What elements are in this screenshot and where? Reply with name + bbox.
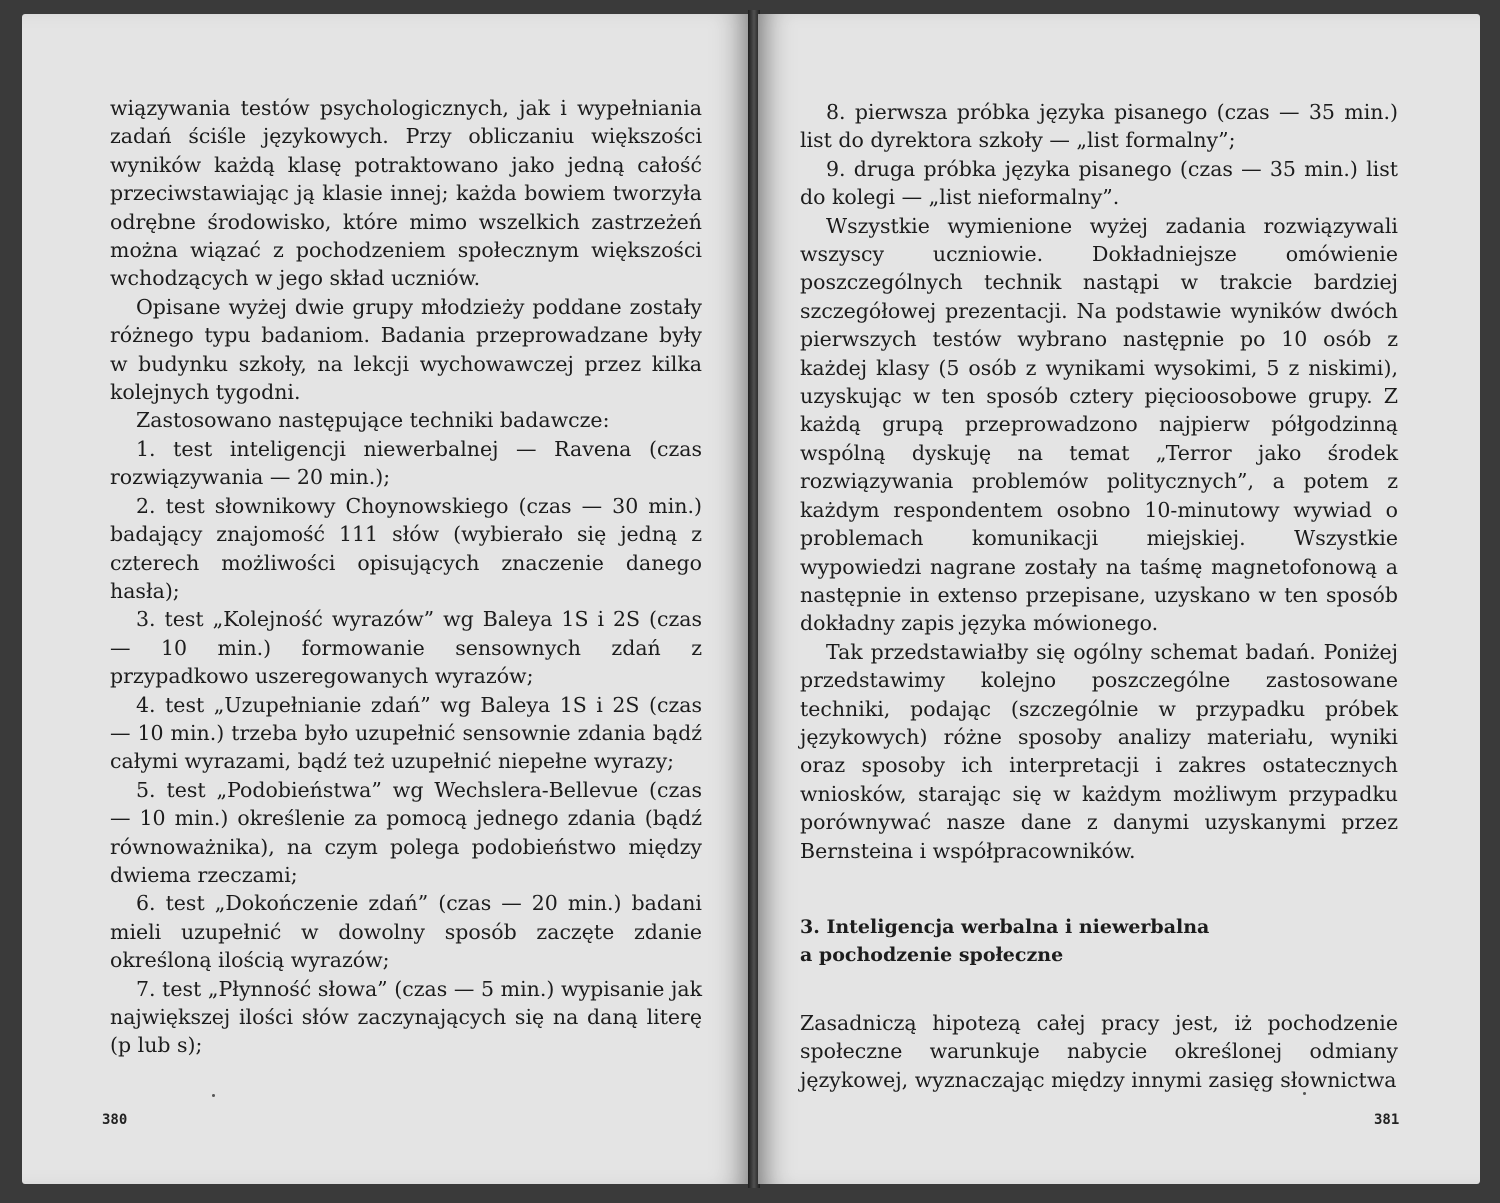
section-heading-line: a pochodzenie społeczne: [800, 943, 1064, 966]
page-number: 380: [102, 1112, 128, 1128]
paragraph: Zasadniczą hipotezą całej pracy jest, iż pochodzenie społeczne warunkuje nabycie określonej odmiany językowej, wyznaczając między innymi zasięg słownictwa: [800, 1010, 1398, 1092]
speck: [1303, 1092, 1306, 1095]
paragraph: wiązywania testów psychologicznych, jak i wypełniania zadań ściśle językowych. Przy obliczaniu większości wyników każdą klasę potraktowano jako jedną całość przeciwstawiając ją klasie innej; każda bowiem tworzyła odrębne środowisko, które mimo wszelkich zastrzeżeń można wiązać z pochodzeniem społecznym większości wchodzących w jego skład uczniów.: [110, 96, 702, 291]
list-item: 9. druga próbka języka pisanego (czas — 35 min.) list do kolegi — „list nieformalny”.: [800, 156, 1398, 210]
page-number: 381: [1374, 1112, 1400, 1128]
list-item: 6. test „Dokończenie zdań” (czas — 20 min.) badani mieli uzupełnić w dowolny sposób zaczęte zdanie określoną ilością wyrazów;: [110, 891, 702, 973]
list-item: 8. pierwsza próbka języka pisanego (czas — 35 min.) list do dyrektora szkoły — „list formalny”;: [800, 100, 1398, 153]
section-heading: [800, 913, 1398, 969]
right-page-text: [800, 98, 1398, 1094]
paragraph: Opisane wyżej dwie grupy młodzieży poddane zostały różnego typu badaniom. Badania przeprowadzane były w budynku szkoły, na lekcji wychowawczej przez kilka kolejnych tygodni.: [110, 294, 702, 405]
list-item: 1. test inteligencji niewerbalnej — Ravena (czas rozwiązywania — 20 min.);: [110, 436, 702, 490]
list-item: 7. test „Płynność słowa” (czas — 5 min.) wypisanie jak największej ilości słów zaczynających się na daną literę (p lub s);: [110, 976, 702, 1058]
list-item: 5. test „Podobieństwa” wg Wechslera-Bellevue (czas — 10 min.) określenie za pomocą jednego zdania (bądź równoważnika), na czym polega podobieństwo między dwiema rzeczami;: [110, 777, 702, 887]
list-item: 4. test „Uzupełnianie zdań” wg Baleya 1S i 2S (czas — 10 min.) trzeba było uzupełnić sensownie zdania bądź całymi wyrazami, bądź też uzupełnić niepełne wyrazy;: [110, 692, 702, 774]
right-page: [758, 14, 1480, 1184]
paragraph: Tak przedstawiałby się ogólny schemat badań. Poniżej przedstawimy kolejno poszczególne zastosowane techniki, podając (szczególnie w przypadku próbek językowych) różne sposoby analizy materiału, wyniki oraz sposoby ich interpretacji i zakres ostatecznych wniosków, starając się w każdym możliwym przypadku porównywać nasze dane z danymi uzyskanymi przez Bernsteina i współpracowników.: [800, 639, 1398, 863]
paragraph: Wszystkie wymienione wyżej zadania rozwiązywali wszyscy uczniowie. Dokładniejsze omówienie poszczególnych technik nastąpi w trakcie bardziej szczegółowej prezentacji. Na podstawie wyników dwóch pierwszych testów wybrano następnie po 10 osób z każdej klasy (5 osób z wynikami wysokimi, 5 z niskimi), uzyskując w ten sposób cztery pięcioosobowe grupy. Z każdą grupą przeprowadzono najpierw półgodzinną wspólną dyskuję na temat „Terror jako środek rozwiązywania problemów politycznych”, a potem z każdym respondentem osobno 10-minutowy wywiad o problemach komunikacji miejskiej. Wszystkie wypowiedzi nagrane zostały na taśmę magnetofonową a następnie in extenso przepisane, uzyskano w ten sposób dokładny zapis języka mówionego.: [800, 213, 1398, 636]
list-item: 2. test słownikowy Choynowskiego (czas — 30 min.) badający znajomość 111 słów (wybierało się jedną z czterech możliwości opisujących znaczenie danego hasła);: [110, 493, 702, 603]
section-heading-line: 3. Inteligencja werbalna i niewerbalna: [800, 915, 1210, 938]
list-item: 3. test „Kolejność wyrazów” wg Baleya 1S i 2S (czas — 10 min.) formowanie sensownych zdań z przypadkowo uszeregowanych wyrazów;: [110, 607, 702, 689]
left-page: [22, 14, 750, 1184]
left-page-text: [110, 94, 702, 1060]
speck: [212, 1094, 215, 1097]
paragraph: Zastosowano następujące techniki badawcze:: [136, 408, 610, 433]
